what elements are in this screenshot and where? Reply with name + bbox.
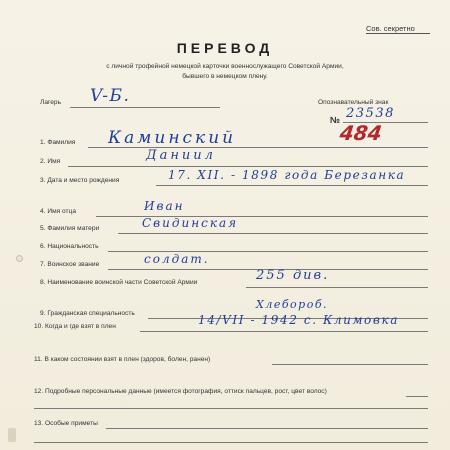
field-personal-data-rule-2: [34, 408, 428, 409]
field-personal-data-rule: [406, 396, 428, 397]
field-marks-rule: [106, 428, 428, 429]
camp-value: V-Б.: [90, 86, 131, 106]
field-marks-rule-2: [34, 442, 428, 443]
field-captured-label: 10. Когда и где взят в плен: [34, 323, 116, 330]
field-unit-label: 8. Наименование воинской части Советской Армии: [40, 279, 198, 286]
camp-label: Лагерь: [40, 99, 62, 106]
field-mother-label: 5. Фамилия матери: [40, 225, 100, 232]
document-title: ПЕРЕВОД: [176, 40, 274, 56]
field-birth-rule: [156, 185, 428, 186]
field-name-label: 2. Имя: [40, 158, 61, 165]
field-profession-label: 9. Гражданская специальность: [40, 310, 135, 317]
field-unit-value: 255 див.: [256, 268, 330, 283]
field-rank-value: солдат.: [144, 252, 210, 266]
field-birth-label: 3. Дата и место рождения: [40, 177, 120, 184]
field-birth-value: 17. XII. - 1898 года Березанка: [168, 168, 406, 182]
camp-rule: [70, 107, 220, 108]
field-personal-data-label: 12. Подробные персональные данные (имеется фотография, оттиск пальцев, рост, цвет волос): [34, 388, 327, 395]
punch-hole: [16, 255, 23, 262]
field-name-value: Даниил: [146, 148, 216, 163]
field-captured-value: 14/VII - 1942 с. Климовка: [198, 313, 399, 327]
subtitle-line-2: бывшего в немецком плену.: [182, 73, 268, 80]
field-father-label: 4. Имя отца: [40, 208, 76, 215]
field-name-rule: [68, 166, 428, 167]
id-badge-value: 23538: [346, 106, 395, 121]
field-captured-rule: [140, 331, 428, 332]
field-rank-label: 7. Воинское звание: [40, 261, 100, 268]
field-mother-rule: [118, 233, 428, 234]
field-nationality-label: 6. Национальность: [40, 243, 99, 250]
id-badge-label: Опознавательный знак: [318, 99, 389, 106]
field-condition-rule: [272, 364, 428, 365]
field-unit-rule: [246, 287, 428, 288]
id-badge-red-number: 484: [338, 121, 384, 145]
id-badge-prefix: №: [330, 115, 341, 125]
field-mother-value: Свидинская: [142, 216, 239, 230]
field-surname-label: 1. Фамилия: [40, 139, 76, 146]
subtitle-line-1: с личной трофейной немецкой карточки военнослужащего Советской Армии,: [106, 63, 344, 70]
field-condition-label: 11. В каком состоянии взят в плен (здоров, болен, ранен): [34, 356, 211, 363]
field-profession-value: Хлебороб.: [256, 298, 329, 311]
paper-edge-mark: [8, 428, 16, 442]
field-surname-value: Каминский: [108, 128, 237, 148]
secret-stamp: Сов. секретно: [366, 24, 415, 33]
secret-underline: [366, 33, 430, 34]
field-father-value: Иван: [144, 199, 185, 213]
field-marks-label: 13. Особые приметы: [34, 420, 98, 427]
